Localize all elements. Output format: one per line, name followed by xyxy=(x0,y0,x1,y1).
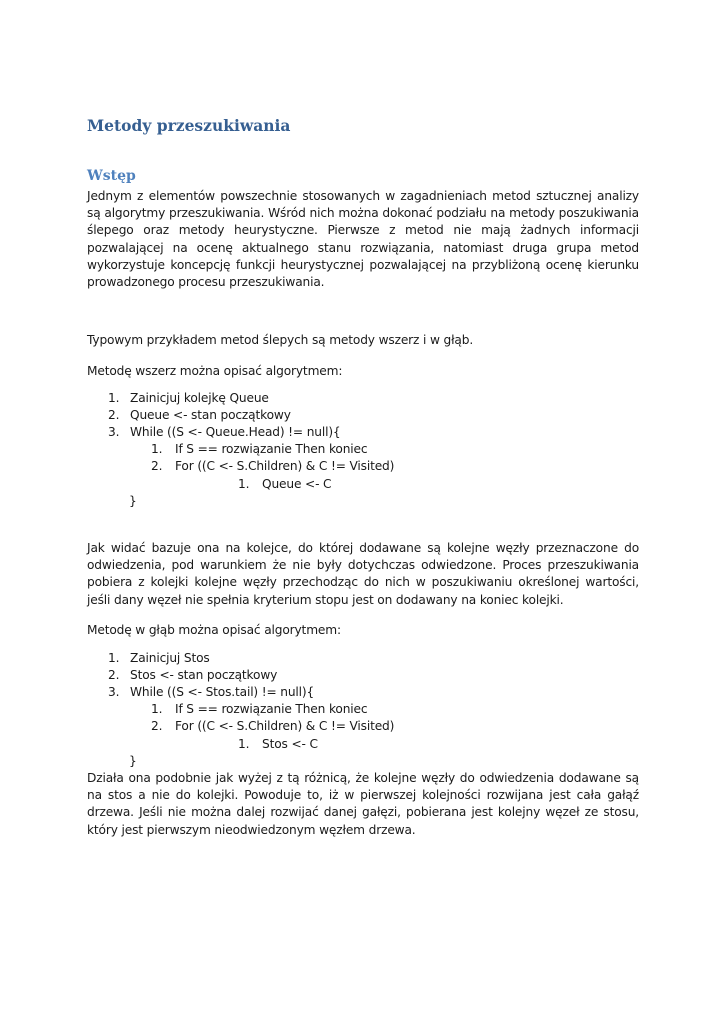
section-heading-intro: Wstęp xyxy=(87,168,136,184)
closing-brace: } xyxy=(129,494,137,508)
list-item: 1. If S == rozwiązanie Then koniec xyxy=(151,702,368,716)
list-item: 1. Zainicjuj Stos xyxy=(108,651,210,665)
page-title: Metody przeszukiwania xyxy=(87,116,291,135)
list-item: 1. Stos <- C xyxy=(238,737,318,751)
list-item: 2. For ((C <- S.Children) & C != Visited) xyxy=(151,459,395,473)
dfs-intro: Metodę w głąb można opisać algorytmem: xyxy=(87,623,341,637)
dfs-explanation: Działa ona podobnie jak wyżej z tą różnicą, że kolejne węzły do odwiedzenia dodawane są na stos a nie do kolejki. Powoduje to, iż w pierwszej kolejności rozwijana jest cała gałąź drzewa. Jeśli nie można dalej rozwijać danej gałęzi, pobierana jest kolejny węzeł ze stosu, który jest pierwszym nieodwiedzonym węzłem drzewa. xyxy=(87,771,639,837)
bfs-intro: Metodę wszerz można opisać algorytmem: xyxy=(87,364,343,378)
list-item: 1. Queue <- C xyxy=(238,477,332,491)
list-item: 1. If S == rozwiązanie Then koniec xyxy=(151,442,368,456)
list-item: 2. Queue <- stan początkowy xyxy=(108,408,291,422)
typical-methods-paragraph: Typowym przykładem metod ślepych są metody wszerz i w głąb. xyxy=(87,333,474,347)
list-item: 3. While ((S <- Stos.tail) != null){ xyxy=(108,685,315,699)
list-item: 3. While ((S <- Queue.Head) != null){ xyxy=(108,425,341,439)
closing-brace: } xyxy=(129,754,137,768)
intro-paragraph: Jednym z elementów powszechnie stosowanych w zagadnieniach metod sztucznej analizy są algorytmy przeszukiwania. Wśród nich można dokonać podziału na metody poszukiwania ślepego oraz metody heurystyczne. Pierwsze z metod nie mają żadnych informacji pozwalającej na ocenę aktualnego stanu rozwiązania, natomiast druga grupa metod wykorzystuje koncepcję funkcji heurystycznej pozwalającej na przybliżoną ocenę kierunku prowadzonego procesu przeszukiwania. xyxy=(87,189,639,290)
list-item: 2. For ((C <- S.Children) & C != Visited) xyxy=(151,719,395,733)
list-item: 1. Zainicjuj kolejkę Queue xyxy=(108,391,269,405)
bfs-explanation: Jak widać bazuje ona na kolejce, do której dodawane są kolejne węzły przeznaczone do odwiedzenia, pod warunkiem że nie były dotychczas odwiedzone. Proces przeszukiwania pobiera z kolejki kolejne węzły przechodząc do nich w poszukiwaniu określonej wartości, jeśli dany węzeł nie spełnia kryterium stopu jest on dodawany na koniec kolejki. xyxy=(87,541,639,607)
list-item: 2. Stos <- stan początkowy xyxy=(108,668,278,682)
